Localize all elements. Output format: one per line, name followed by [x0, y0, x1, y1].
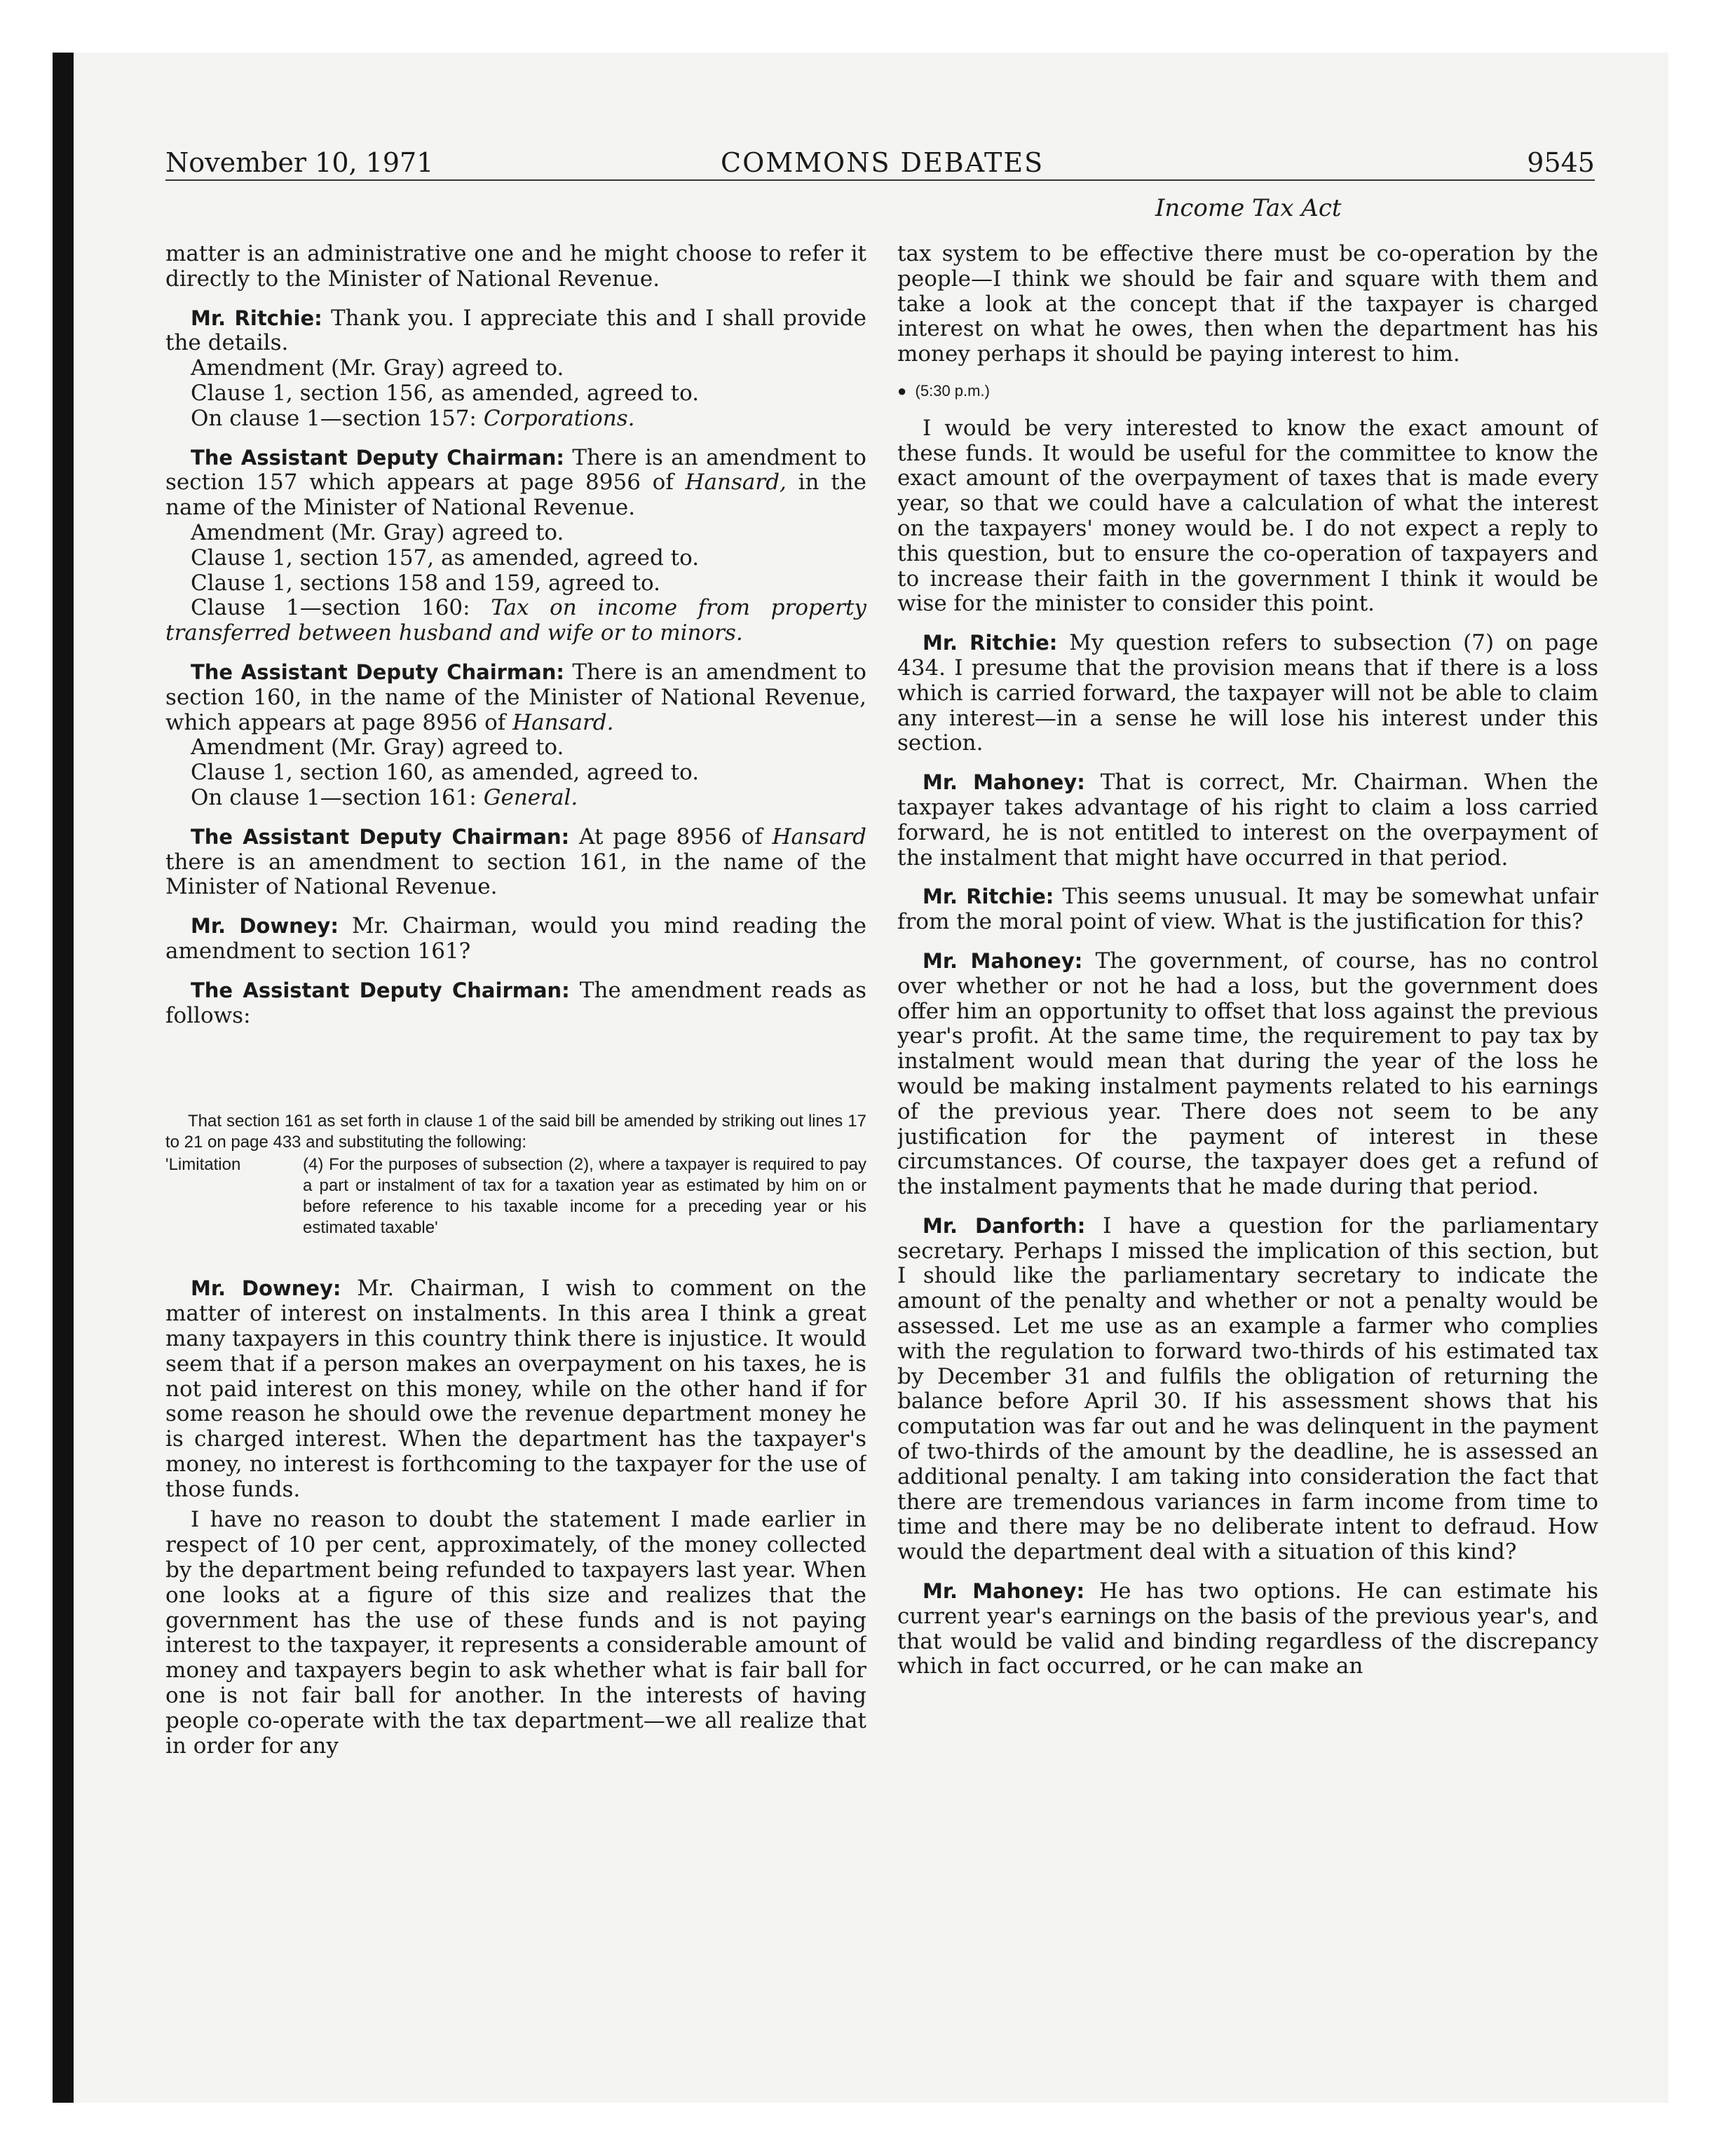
proceeding	[165, 760, 866, 786]
speech	[165, 825, 866, 900]
proceeding-text: On clause 1—section 157:	[191, 405, 484, 431]
proceeding-text: Clause 1, section 156, as amended, agreed to.	[191, 380, 700, 406]
proceeding	[165, 571, 866, 596]
speaker-name: Mr. Ritchie:	[923, 885, 1054, 909]
speech-text: The government, of course, has no control over whether or not he had a loss, but the government does offer him an opportunity to offset that loss against the previous year's profit. At the same time, the requirement to pay tax by instalment would mean that during the year of the loss he would be making instalment payments related to his earnings of the previous year. There does not seem to be any justification for the payment of interest in these circumstances. Of course, the taxpayer does get a refund of the instalment payments that he made during that period.	[897, 948, 1598, 1200]
bullet-icon: ●	[897, 381, 907, 400]
quote-limitation	[165, 1154, 866, 1239]
speech-text: My question refers to subsection (7) on page 434. I presume that the provision means that if there is a loss which is carried forward, the taxpayer will not be able to claim any interest—in a sense he will lose his interest under this section.	[897, 630, 1598, 756]
proceeding	[165, 546, 866, 571]
quote-text: (4) For the purposes of subsection (2), where a taxpayer is required to pay a part or instalment of tax for a taxation year as estimated by him on or before reference to his taxable income for a preceding year or his estimated taxable'	[303, 1155, 866, 1238]
speaker-name: Mr. Mahoney:	[923, 948, 1083, 973]
speech-text: in the name of the Minister of National Revenue.	[165, 470, 866, 521]
speaker-name: The Assistant Deputy Chairman:	[191, 445, 564, 470]
hansard-ref: Hansard	[772, 824, 866, 850]
paragraph	[165, 242, 866, 292]
proceeding	[165, 596, 866, 646]
speech	[165, 446, 866, 521]
paragraph-text: I have no reason to doubt the statement I made earlier in respect of 10 per cent, approximately, of the money collected by the department being refunded to taxpayers last year. When one looks at a figure of this size and realizes that the government has the use of these funds and is not paying interest to the taxpayer, it represents a considerable amount of money and taxpayers begin to ask whether what is fair ball for one is not fair ball for another. In the interests of having people co-operate with the tax department—we all realize that in order for any	[165, 1507, 866, 1759]
proceeding	[165, 786, 866, 811]
speech	[897, 885, 1598, 935]
proceeding-text: Amendment (Mr. Gray) agreed to.	[191, 735, 564, 760]
speaker-name: Mr. Mahoney:	[923, 1579, 1085, 1604]
speech-text: There is an amendment to section 160, in the name of the Minister of National Revenue, which appears at page 8956 of	[165, 659, 866, 735]
speech	[897, 770, 1598, 871]
speech	[165, 978, 866, 1029]
left-column	[165, 242, 866, 1889]
speech-text: Thank you. I appreciate this and I shall provide the details.	[165, 305, 866, 356]
speaker-name: The Assistant Deputy Chairman:	[191, 978, 570, 1002]
marginal-note: 'Limitation	[165, 1155, 241, 1175]
speaker-name: The Assistant Deputy Chairman:	[191, 660, 564, 684]
right-column	[897, 242, 1598, 1889]
header-rule	[165, 179, 1595, 181]
section-heading: Corporations.	[483, 405, 635, 431]
proceeding-text: Amendment (Mr. Gray) agreed to.	[191, 355, 564, 381]
speech-text: This seems unusual. It may be somewhat unfair from the moral point of view. What is the justification for this?	[897, 884, 1598, 935]
time-marker	[897, 378, 1598, 404]
paragraph	[897, 242, 1598, 367]
speech	[165, 660, 866, 735]
paragraph	[897, 416, 1598, 617]
speech	[897, 631, 1598, 756]
paragraph-text: matter is an administrative one and he might choose to refer it directly to the Minister of National Revenue.	[165, 242, 866, 292]
speech-text: Mr. Chairman, I wish to comment on the matter of interest on instalments. In this area I think a great many taxpayers in this country think there is injustice. It would seem that if a person makes an overpayment on his taxes, he is not paid interest on this money, while on the other hand if for some reason he should owe the revenue department money he is charged interest. When the department has the taxpayer's money, no interest is forthcoming to the taxpayer for the use of those funds.	[165, 1276, 866, 1502]
speaker-name: Mr. Ritchie:	[191, 306, 322, 330]
proceeding	[165, 735, 866, 760]
proceeding	[165, 407, 866, 432]
speaker-name: The Assistant Deputy Chairman:	[191, 824, 570, 849]
paragraph	[165, 1508, 866, 1759]
speaker-name: Mr. Downey:	[191, 914, 339, 939]
time-marker-text: (5:30 p.m.)	[915, 381, 990, 400]
proceeding-text: Clause 1, section 157, as amended, agreed to.	[191, 545, 700, 571]
speaker-name: Mr. Ritchie:	[923, 631, 1058, 655]
paragraph-text: I would be very interested to know the exact amount of these funds. It would be useful for the committee to know the exact amount of the overpayment of taxes that is made every year, so that we could have a calculation of what the interest on the taxpayers' money would be. I do not expect a reply to this question, but to ensure the co-operation of taxpayers and to increase their faith in the government I think it would be wise for the minister to consider this point.	[897, 415, 1598, 617]
proceeding	[165, 521, 866, 546]
proceeding-text: Clause 1, section 160, as amended, agreed to.	[191, 760, 700, 786]
proceeding	[165, 356, 866, 381]
speech-text: He has two options. He can estimate his current year's earnings on the basis of the previous year's, and that would be valid and binding regardless of the discrepancy which in fact occurred, or he can make an	[897, 1578, 1598, 1679]
speaker-name: Mr. Danforth:	[923, 1213, 1086, 1238]
speech-text: The amendment reads as follows:	[165, 977, 866, 1028]
speaker-name: Mr. Mahoney:	[923, 770, 1085, 795]
speech	[165, 914, 866, 964]
speech-text: At page 8956 of	[579, 824, 773, 850]
quote-intro: That section 161 as set forth in clause 1 of the said bill be amended by striking out lines 17 to 21 on page 433 and substituting the following:	[165, 1112, 866, 1152]
section-heading: Tax on income from property transferred between husband and wife or to minors.	[165, 595, 866, 646]
speech	[897, 949, 1598, 1200]
speech-text: Mr. Chairman, would you mind reading the amendment to section 161?	[165, 913, 866, 964]
speech	[897, 1214, 1598, 1565]
hansard-ref: Hansard.	[512, 709, 614, 735]
speech-text: There is an amendment to section 157 which appears at page 8956 of	[165, 444, 866, 496]
header-page-number: 9545	[1527, 147, 1595, 178]
proceeding-text: Amendment (Mr. Gray) agreed to.	[191, 519, 564, 545]
speech	[165, 306, 866, 357]
proceeding-text: Clause 1, sections 158 and 159, agreed to.	[191, 570, 661, 596]
speech-text: there is an amendment to section 161, in the name of the Minister of National Revenue.	[165, 849, 866, 900]
hansard-ref: Hansard,	[685, 470, 787, 496]
section-heading: General.	[483, 784, 578, 810]
speech	[165, 1276, 866, 1502]
speech	[897, 1579, 1598, 1679]
speech-text: That is correct, Mr. Chairman. When the taxpayer takes advantage of his right to claim a loss carried forward, he is not entitled to interest on the overpayment of the instalment that might have occurred in that period.	[897, 770, 1598, 871]
running-subject: Income Tax Act	[1155, 194, 1342, 222]
header-date: November 10, 1971	[165, 147, 434, 178]
amendment-quote	[165, 1111, 866, 1239]
paragraph-text: tax system to be effective there must be co-operation by the people—I think we should be fair and square with them and take a look at the concept that if the taxpayer is charged interest on what he owes, then when the department has his money perhaps it should be paying interest to him.	[897, 242, 1598, 367]
speaker-name: Mr. Downey:	[191, 1276, 341, 1301]
proceeding-text: Clause 1—section 160:	[191, 595, 491, 621]
header-title: COMMONS DEBATES	[721, 147, 1045, 178]
proceeding	[165, 381, 866, 407]
proceeding-text: On clause 1—section 161:	[191, 784, 484, 810]
speech-text: I have a question for the parliamentary secretary. Perhaps I missed the implication of this section, but I should like the parliamentary secretary to indicate the amount of the penalty and whether or not a penalty would be assessed. Let me use as an example a farmer who complies with the regulation to forward two-thirds of his estimated tax by December 31 and fulfils the obligation of returning the balance before April 30. If his assessment shows that his computation was far out and he was delinquent in the payment of two-thirds of the amount by the deadline, he is assessed an additional penalty. I am taking into consideration the fact that there are tremendous variances in farm income from time to time and there may be no deliberate intent to defraud. How would the department deal with a situation of this kind?	[897, 1213, 1598, 1565]
